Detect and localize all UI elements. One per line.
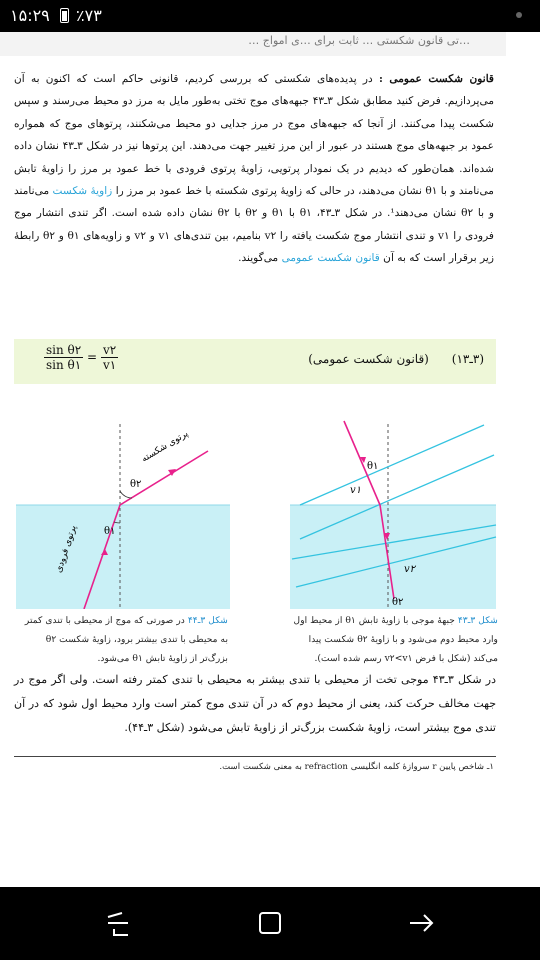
navigation-bar xyxy=(0,887,540,960)
notification-dot-icon xyxy=(516,12,522,18)
document-viewer[interactable] xyxy=(0,32,540,870)
equation-number: (۳ـ۱۳) xyxy=(451,352,484,366)
left-theta2-arc xyxy=(120,491,132,498)
document-page xyxy=(0,56,508,820)
figure-3-43-caption xyxy=(284,611,498,668)
paragraph-text: در پدیده‌های شکستی که بررسی کردیم، قانونی حاکم است که اکنون به آن می‌پردازیم. فرض کنید مطابق شکل ۳ـ۴۳ جبهه‌های موج تختی به‌طور مایل به مرز دو محیط می‌رسند و سپس شکست پیدا می‌کنند. از آنجا که جبهه‌های موج در مرز جدایی دو محیط می‌شکنند، پرتوهای موج که همواره عمود بر جبهه‌های موج هستند در عبور از این مرز تغییر جهت می‌دهند. این پرتوها نیز در شکل ۳ـ۴۳ نشان داده شده‌اند. همان‌طور که دیدیم در یک نمودار پرتویی، زاویهٔ پرتوی فرودی با خط عمود بر مرز را زاویهٔ تابش می‌نامند و با θ۱ نشان می‌دهند، در حالی که زاویهٔ پرتوی شکسته با خط عمود بر مرز را xyxy=(14,73,494,198)
battery-percent: ٪۷۳ xyxy=(76,6,102,25)
left-theta2-label: θ۲ xyxy=(130,479,142,490)
formula-box xyxy=(14,339,496,384)
term-general-refraction-law: قانون شکست عمومی xyxy=(281,252,380,265)
paragraph-general-refraction-law xyxy=(0,56,508,270)
paragraph-text: می‌گویند. xyxy=(238,252,282,265)
home-icon[interactable] xyxy=(252,905,288,941)
lhs-denominator: sin θ۱ xyxy=(46,358,82,372)
formula-lhs xyxy=(44,343,83,372)
footnote: ۱ـ شاخص پایین r سروازهٔ کلمه انگلیسی refraction به معنی شکست است. xyxy=(219,762,494,772)
caption-text: در صورتی که موج از محیطی با تندی کمتر به محیطی با تندی بیشتر برود، زاویهٔ شکست θ۲ بزرگ‌تر از زاویهٔ تابش θ۱ می‌شود. xyxy=(24,615,228,664)
left-incident-ray-label: پرتوی فرودی xyxy=(54,524,79,575)
recents-icon[interactable] xyxy=(404,905,440,941)
formula-rhs xyxy=(101,343,118,372)
paragraph-reverse-direction: در شکل ۳ـ۴۳ موجی تخت از محیطی با تندی بیشتر به محیطی با تندی کمتر رفته است. ولی اگر موج در جهت مخالف حرکت کند، یعنی از محیط دوم که در آن تندی موج کمتر است وارد محیط اول شود که در آن تندی موج بیشتر است، زاویهٔ شکست بزرگ‌تر از زاویهٔ تابش می‌شود (شکل ۳ـ۴۴). xyxy=(14,673,497,734)
right-v1-label: v۱ xyxy=(350,485,362,496)
paragraph-text: می‌نامند و با θ۲ نشان می‌دهند¹. در شکل ۳ـ۴۳، θ۱ با θ۱ و θ۲ با θ۲ نشان داده شده است. اگر تندی انتشار موج فرودی را v۱ و تندی انتشار موج شکست یافته را v۲ بنامیم، بین تندی‌های v۱ و v۲ و زاویه‌های θ۱ و θ۲ رابطهٔ زیر برقرار است که به آن xyxy=(14,185,494,265)
clipped-text: …تی قانون شکستی … ثابت برای …‌ی امواج … xyxy=(248,34,470,47)
term-refraction-angle: زاویهٔ شکست xyxy=(52,185,113,198)
footnote-divider xyxy=(14,756,496,757)
back-icon[interactable] xyxy=(100,905,136,941)
equation-name: (قانون شکست عمومی) xyxy=(308,352,429,366)
rhs-denominator: v۱ xyxy=(102,358,117,372)
battery-icon xyxy=(60,8,69,23)
figures-area xyxy=(0,399,508,609)
left-water-medium xyxy=(16,505,230,609)
right-v2-label: v۲ xyxy=(404,564,416,575)
previous-page-strip xyxy=(0,32,506,56)
left-refracted-ray-label: پرتوی شکسته xyxy=(140,428,191,465)
caption-label: شکل ۳ـ۴۳ xyxy=(457,615,498,626)
right-theta2-label: θ۲ xyxy=(392,597,404,608)
left-refracted-ray xyxy=(120,451,208,505)
status-bar xyxy=(0,0,540,32)
figure-3-44-caption xyxy=(20,611,228,668)
right-theta1-label: θ۱ xyxy=(367,461,379,472)
figures-svg xyxy=(0,399,508,609)
left-theta1-label: θ۱ xyxy=(104,526,116,537)
refraction-formula xyxy=(44,343,118,372)
wavefront-1 xyxy=(300,425,484,505)
caption-label: شکل ۳ـ۴۴ xyxy=(187,615,228,626)
lhs-numerator: sin θ۲ xyxy=(46,343,82,357)
caption-text: جبههٔ موجی با زاویهٔ تابش θ۱ از محیط اول وارد محیط دوم می‌شود و با زاویهٔ θ۲ شکست پیدا می‌کند (شکل با فرض v۲<v۱ رسم شده است). xyxy=(293,615,498,664)
rhs-numerator: v۲ xyxy=(102,343,117,357)
paragraph-title: قانون شکست عمومی : xyxy=(378,73,494,85)
equation-label xyxy=(308,352,484,366)
equals-sign: = xyxy=(87,350,98,364)
clock: ۱۵:۲۹ xyxy=(10,6,50,25)
